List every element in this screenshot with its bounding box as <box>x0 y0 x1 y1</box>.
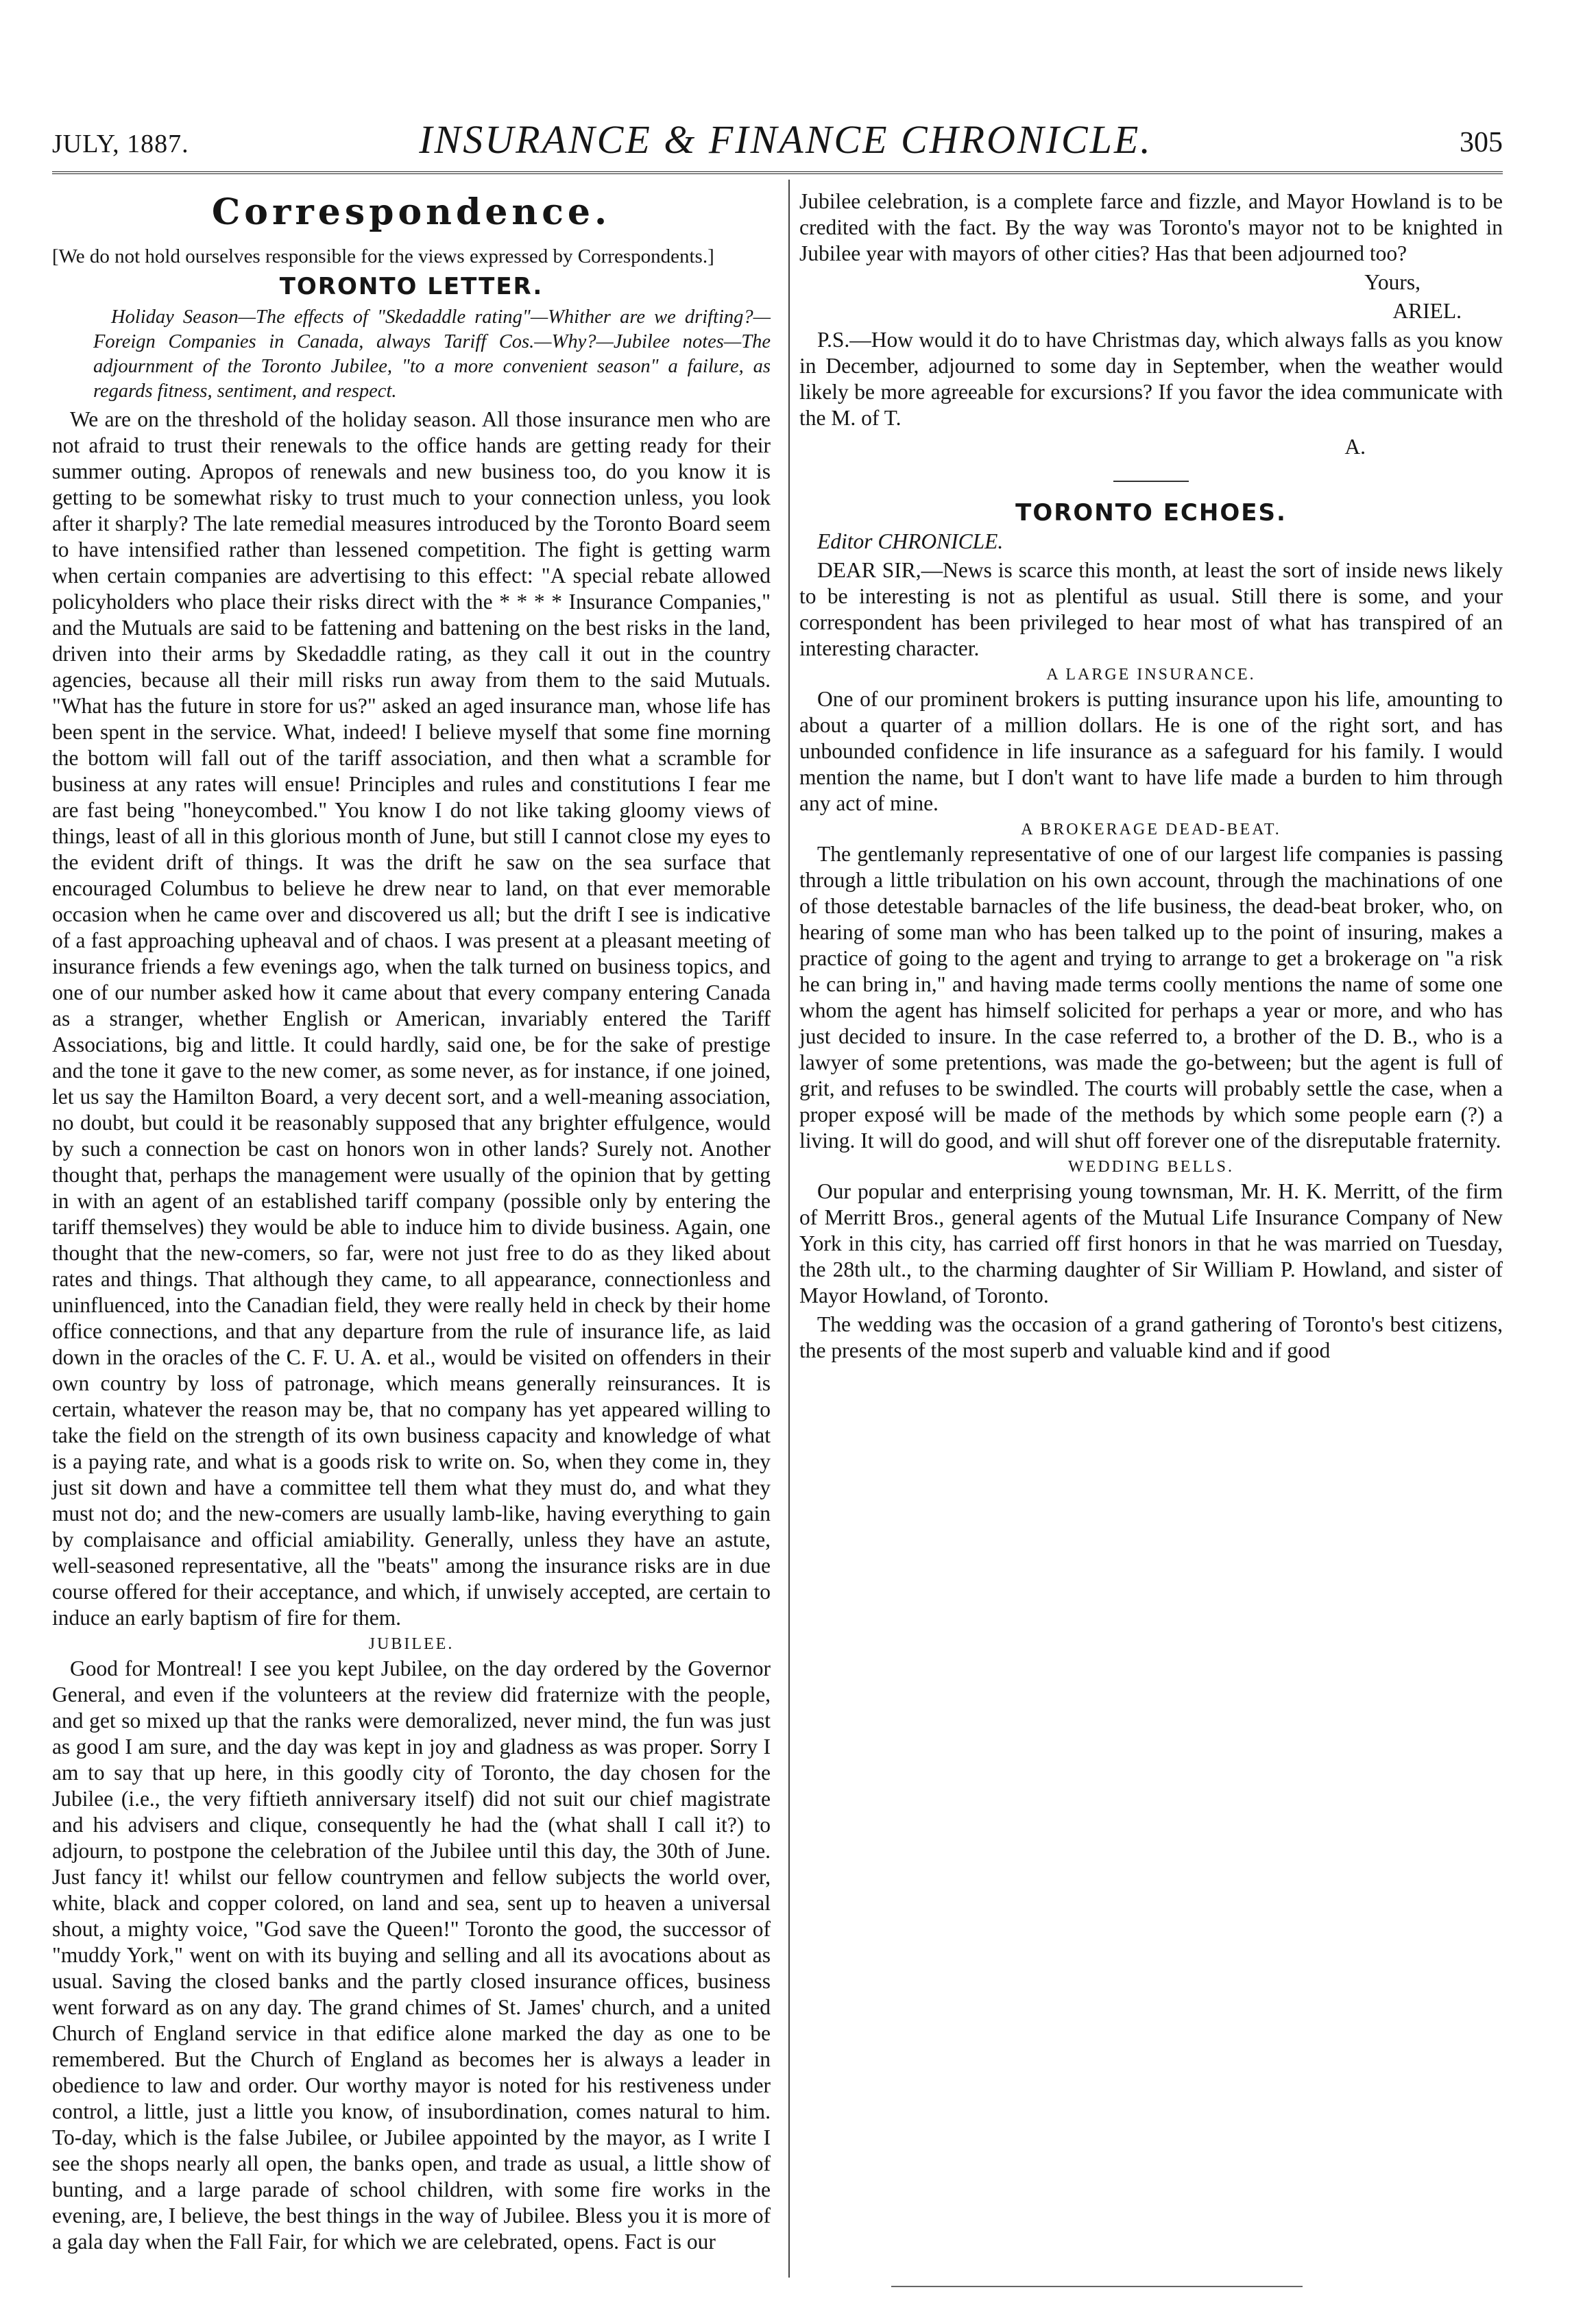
article-separator <box>1113 481 1189 482</box>
editorial-disclaimer: [We do not hold ourselves responsible for the views expressed by Correspondents.] <box>52 245 714 267</box>
postscript: P.S.—How would it do to have Christmas day, which always falls as you know in December, adjourned to some day in September, when the weather would likely be more agreeable for excursions? If you favor the idea communicate with the M. of T. <box>799 328 1503 430</box>
letter-signature: ARIEL. <box>1392 299 1462 323</box>
article-synopsis: Holiday Season—The effects of "Skedaddle rating"—Whither are we drifting?—Foreign Companies in Canada, always Tariff Cos.—Why?—Jubilee notes—The adjournment of the Toronto Jubilee, "to a more convenient season" a failure, as regards fitness, sentiment, and respect. <box>93 306 771 402</box>
header-rule <box>52 171 1503 174</box>
section-title: Correspondence. <box>211 191 612 233</box>
footer-rule <box>891 2286 1303 2287</box>
article-paragraph: We are on the threshold of the holiday season. All those insurance men who are not afraid to trust their renewals to the office hands are getting ready for their summer outing. Apropos of renewals and new business too, do you know it is getting to be somewhat risky to trust much to your connection unless, you look after it sharply? The late remedial measures introduced by the Toronto Board seem to have intensified rather than lessened competition. The fight is getting warm when certain companies are advertising to this effect: "A special rebate allowed policyholders who place their risks direct with the * * * * Insurance Companies," and the Mutuals are said to be fattening and battening on the best risks in the land, driven into their arms by Skedaddle rating, as they call it out in the country agencies, because all their mill risks run away from them to the said Mutuals. "What has the future in store for us?" asked an aged insurance man, whose life has been spent in the service. What, indeed! I believe myself that some fine morning the bottom will fall out of the tariff association, and then what a scramble for business at any rates will ensue! Principles and rules and constitutions I fear me are fast being "honeycombed." You know I do not like taking gloomy views of things, least of all in this glorious month of June, but still I cannot close my eyes to the evident drift of things. It was the drift he saw on the sea surface that encouraged Columbus to believe he drew near to land, on that ever memorable occasion when he came over and discovered us all; but the drift I see is indicative of a fast approaching upheaval and of chaos. I was present at a pleasant meeting of insurance friends a few evenings ago, when the talk turned on business topics, and one of our number asked how it came about that every company entering Canada as a stranger, whether English or American, invariably entered the Tariff Associations, big and little. It could hardly, said one, be for the sake of prestige and the tone it gave to the new comer, as some never, as for instance, if one joined, let us say the Hamilton Board, a very decent sort, and a well-meaning association, no doubt, but could it be reasonably supposed that any brighter effulgence, would by such a connection be cast on honors won in other lands? Surely not. Another thought that, perhaps the management were usually of the opinion that by getting in with an agent of an established tariff company (possible only by entering the tariff themselves) they would be able to induce him to divide business. Again, one thought that the new-comers, so far, were not just free to do as they liked about rates and things. That although they came, to all appearance, connectionless and uninfluenced, into the Canadian field, they were really held in check by their home office connections, and that any departure from the rule of insurance life, as laid down in the oracles of the C. F. U. A. et al., would be visited on offenders in their own country by loss of patronage, which means generally reinsurances. It is certain, whatever the reason may be, that no company has yet appeared willing to take the field on the strength of its own business capacity and knowledge of what is a paying rate, and what is a goods risk to write on. So, when they come in, they just sit down and have a committee tell them what they must do, and what they must not do; and the new-comers are usually lamb-like, having everything to gain by complaisance and official amiability. Generally, unless they have an astute, well-seasoned representative, all the "beats" among the insurance risks are in due course offered for their acceptance, and which, if unwisely accepted, are certain to induce an early baptism of fire for them. <box>52 407 771 1630</box>
right-column <box>799 189 1503 1366</box>
page-number: 305 <box>1460 127 1503 158</box>
article-paragraph-split-continuation: Jubilee celebration, is a complete farce and fizzle, and Mayor Howland is to be credited with the fact. By the way was Toronto's mayor not to be knighted in Jubilee year with mayors of other cities? Has that been adjourned too? <box>799 189 1503 265</box>
article-title: TORONTO LETTER. <box>279 273 544 300</box>
subsection-heading: JUBILEE. <box>368 1635 455 1653</box>
article-paragraph-split-start: Good for Montreal! I see you kept Jubilee, on the day ordered by the Governor General, and even if the volunteers at the review did fraternize with the people, and get so mixed up that the ranks were demoralized, never mind, the fun was just as good I am sure, and the day was kept in joy and gladness as was proper. Sorry I am to say that up here, in this goodly city of Toronto, the day chosen for the Jubilee (i.e., the very fiftieth anniversary itself) did not suit our chief magistrate and his advisers and clique, consequently he had the (what shall I call it?) to adjourn, to postpone the celebration of the Jubilee until this day, the 30th of June. Just fancy it! whilst our fellow countrymen and fellow subjects the world over, white, black and copper colored, on land and sea, sent up to heaven a universal shout, a mighty voice, "God save the Queen!" Toronto the good, the successor of "muddy York," went on with its buying and selling and all its avocations about as usual. Saving the closed banks and the partly closed insurance offices, business went forward as on any day. The grand chimes of St. James' church, and a united Church of England service in that edifice alone marked the day as one to be remembered. But the Church of England as becomes her is always a leader in obedience to law and order. Our worthy mayor is noted for his restiveness under control, a little, just a little you know, of insubordination, comes natural to him. To-day, which is the false Jubilee, or Jubilee appointed by the mayor, as I write I see the shops nearly all open, the banks open, and trade as usual, a little show of bunting, and a large parade of school children, with some fire works in the evening, are, I believe, the best things in the way of Jubilee. Bless you it is more of a gala day when the Fall Fair, for which we are celebrated, opens. Fact is our <box>52 1656 771 2254</box>
journal-title: INSURANCE & FINANCE CHRONICLE. <box>419 117 1152 162</box>
subsection-heading: A BROKERAGE DEAD-BEAT. <box>1021 821 1281 838</box>
article-paragraph: DEAR SIR,—News is scarce this month, at least the sort of inside news likely to be interesting is not as plentiful as usual. Still there is some, and your correspondent has been privileged to hear most of what has transpired of an interesting character. <box>799 558 1503 660</box>
postscript-signature: A. <box>1344 435 1366 459</box>
letter-closing: Yours, <box>1364 270 1420 294</box>
subsection-heading: WEDDING BELLS. <box>1068 1158 1234 1176</box>
column-divider <box>788 180 790 2278</box>
subsection-heading: A LARGE INSURANCE. <box>1046 666 1256 684</box>
article-title: TORONTO ECHOES. <box>1015 499 1287 527</box>
article-paragraph: The gentlemanly representative of one of our largest life companies is passing through a little tribulation on his own account, through the machinations of one of those detestable barnacles of the life business, the dead-beat broker, who, on hearing of some man who has been talked up to the point of insuring, makes a practice of going to the agent and trying to arrange to get a brokerage on "a risk he can bring in," and having made terms coolly mentions the name of some one whom the agent has himself solicited for perhaps a year or more, and who has just decided to insure. In the case referred to, a brother of the D. B., who is a lawyer of some pretentions, was made the go-between; but the agent is full of grit, and refuses to be swindled. The courts will probably settle the case, when a proper exposé will be made of the methods by which some people earn (?) a living. It will do good, and will shut off forever one of the disreputable fraternity. <box>799 842 1503 1152</box>
issue-date: JULY, 1887. <box>52 130 189 158</box>
left-column <box>52 189 771 2258</box>
article-paragraph: Our popular and enterprising young townsman, Mr. H. K. Merritt, of the firm of Merritt Bros., general agents of the Mutual Life Insurance Company of New York in this city, has carried off first honors in that he was married on Tuesday, the 28th ult., to the charming daughter of Sir William P. Howland, and sister of Mayor Howland, of Toronto. <box>799 1179 1503 1307</box>
article-paragraph: One of our prominent brokers is putting insurance upon his life, amounting to about a quarter of a million dollars. He is one of the right sort, and has unbounded confidence in life insurance as a safeguard for his family. I would mention the name, but I don't want to have life made a burden to him through any act of mine. <box>799 687 1503 815</box>
salutation-editor: Editor CHRONICLE. <box>817 529 1004 553</box>
article-paragraph: The wedding was the occasion of a grand gathering of Toronto's best citizens, the presents of the most superb and valuable kind and if good <box>799 1312 1503 1362</box>
page-header <box>52 117 1503 165</box>
